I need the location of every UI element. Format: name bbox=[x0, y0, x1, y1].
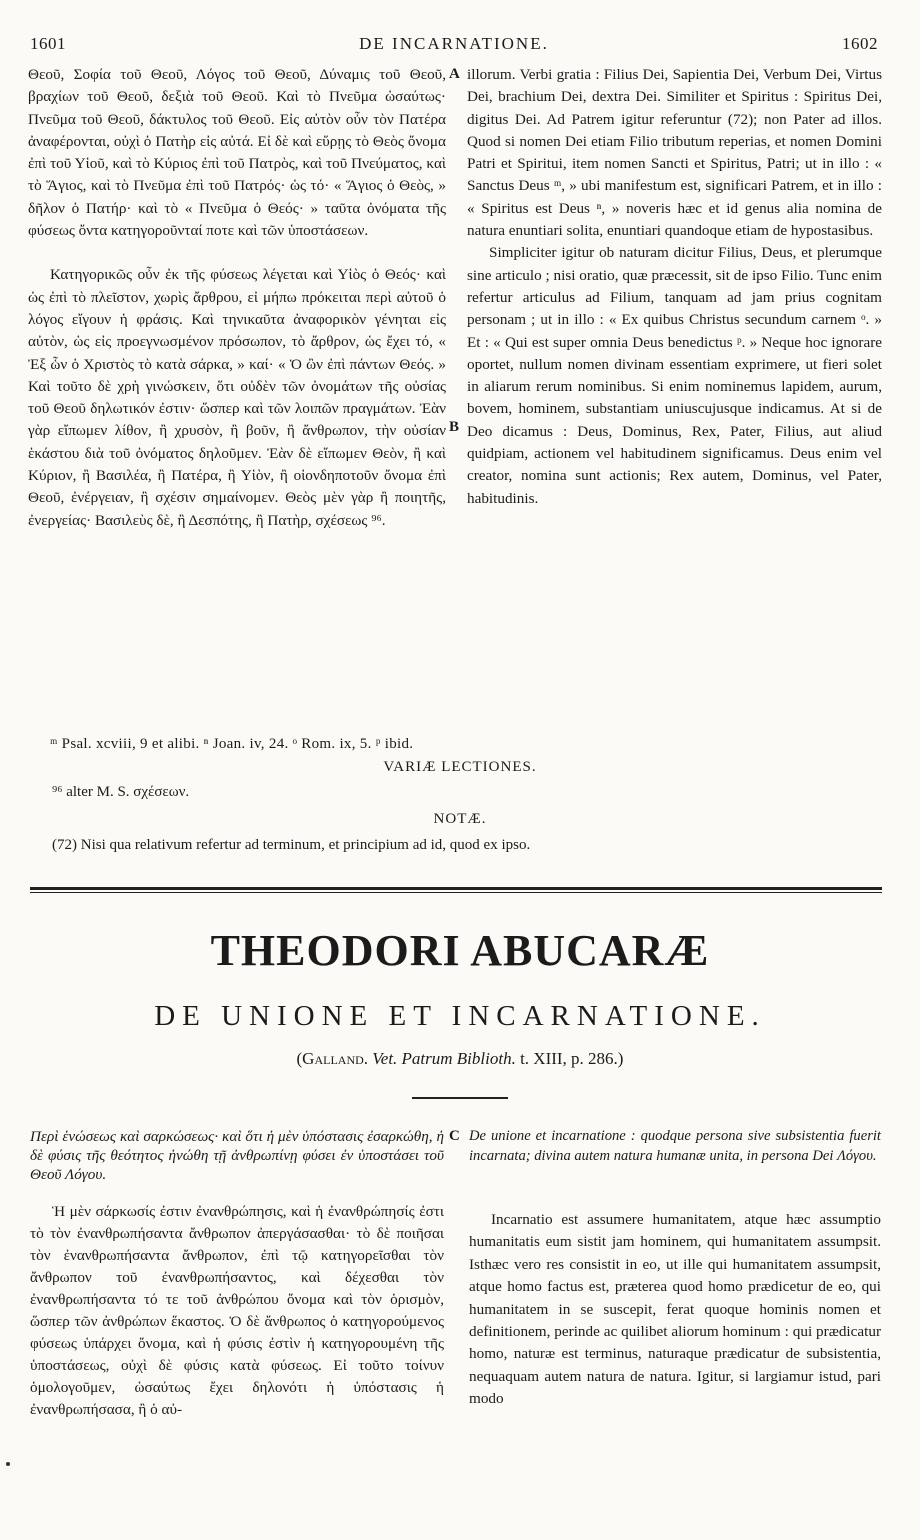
running-title: DE INCARNATIONE. bbox=[359, 34, 549, 53]
latin-column-upper bbox=[467, 64, 882, 510]
greek-paragraph-1: Θεοῦ, Σοφία τοῦ Θεοῦ, Λόγος τοῦ Θεοῦ, Δύναμις τοῦ Θεοῦ, βραχίων τοῦ Θεοῦ, δεξιὰ τοῦ Θεοῦ. Καὶ τὸ Πνεῦμα ὡσαύτως· Πνεῦμα τοῦ Θεοῦ, δάκτυλος τοῦ Θεοῦ. Εἰς αὐτὸν οὖν τὸν Πατέρα ἀναφέρονται, οὐχὶ ὁ Πατὴρ εἰς αὐτά. Εἰ δὲ καὶ εὕρῃς τὸ Θεὸς ὄνομα ἐπὶ τοῦ Υἱοῦ, καὶ τὸ Κύριος ἐπὶ τοῦ Πατρὸς, καὶ τοῦ Πνεύματος, καὶ τὸ Ἅγιος, καὶ τὸ Πνεῦμα ἐπὶ τοῦ Πατρός· ὡς τό· « Ἅγιος ὁ Θεὸς, » δῆλον ὁ Πατήρ· καὶ τὸ « Πνεῦμα ὁ Θεός· » ταῦτα ὀνόματα τῆς φύσεως ὄντα κατηγοροῦνταί ποτε καὶ τῶν ὑποστάσεων. bbox=[28, 66, 446, 240]
running-header bbox=[30, 34, 878, 58]
page-number-right: 1602 bbox=[842, 34, 878, 53]
latin-column-lower bbox=[469, 1209, 881, 1411]
greek-paragraph-2: Κατηγορικῶς οὖν ἐκ τῆς φύσεως λέγεται καὶ Υἱὸς ὁ Θεός· καὶ ὡς ἐπὶ τὸ πλεῖστον, χωρὶς ἄρθρου, εἰ μήπω πρόκειται περὶ αὐτοῦ ὁ λόγος εἴγουν ἡ φράσις. Καὶ τηνικαῦτα ἀναφορικὸν γένηται εἰς αὐτὸν, ὡς εἰς προεγνωσμένον πρόσωπον, τὸ ἄρθρον, ὡς ἔχει τό, « Ἐξ ὧν ὁ Χριστὸς τὸ κατὰ σάρκα, » καί· « Ὁ ὢν ἐπὶ πάντων Θεός. » Καὶ τοῦτο δὲ χρὴ γινώσκειν, ὅτι οὐδὲν τῶν ὀνομάτων τῆς οὐσίας τοῦ Θεοῦ δηλωτικόν ἐστιν· ὥσπερ καὶ τῶν λοιπῶν πραγμάτων. Ἐὰν γὰρ εἴπωμεν λίθον, ἢ χρυσὸν, ἢ βοῦν, ἢ ἄνθρωπον, τὴν οὐσίαν ἑκάστου διὰ τοῦ ὀνόματος δηλοῦμεν. Ἐὰν δὲ εἴπωμεν Θεὸν, ἢ καὶ Κύριον, ἢ Βασιλέα, ἢ Πατέρα, ἢ Υἱὸν, ἢ οἱονδηποτοῦν ὄνομα ἐπὶ Θεοῦ, ἐνέργειαν, ἢ σχέσιν σημαίνομεν. Θεὸς μὲν γὰρ ἢ ποιητῆς, ἐνεργείας· Βασιλεὺς δὲ, ἢ Δεσπότης, ἢ Πατὴρ, σχέσεως ⁹⁶. bbox=[28, 266, 446, 529]
short-rule bbox=[412, 1097, 508, 1099]
greek-column-lower bbox=[30, 1201, 444, 1421]
source-volume: t. XIII, p. 286.) bbox=[520, 1049, 624, 1068]
section-rule-thick bbox=[30, 887, 882, 890]
greek-column-upper bbox=[28, 64, 446, 532]
greek-paragraph-3: Ἡ μὲν σάρκωσίς ἐστιν ἐνανθρώπησις, καὶ ἡ ἐνανθρώπησίς ἐστι τὸ τὸν ἐνανθρωπήσαντα ἄνθρωπον ἀπεργάσασθαι· τὸ δὲ ποιῆσαι τὸν ἐνανθρωπήσαντα ἄνθρωπον, ἐπὶ τῷ κατηγορεῖσθαι τὸν ἄνθρωπον τοῦ ἐνανθρωπήσαντος, καὶ δέχεσθαι τὸν ἐνανθρωπήσαντα τό τε τοῦ ἀνθρώπου ὄνομα καὶ τὸν ὁρισμὸν, ὥσπερ τῶν ἀνθρώπων ἕκαστος. Ὁ δὲ ἄνθρωπος ὁ κατηγορούμενος φύσεως ὑπάρχει ὄνομα, καὶ ἡ φύσις ἐστὶν ἡ κατηγορουμένη τῆς ὑποστάσεως, οὐχὶ δὲ φύσις κατὰ φύσεως. Εἰ τοῦτο τοίνυν ὁμολογοῦμεν, ὡσαύτως ἔχει δηλονότι ἡ ὑπόστασις ἡ ἐνανθρωπήσασα, ἢ ὁ αὐ- bbox=[30, 1203, 444, 1418]
margin-letter-a: A bbox=[449, 66, 460, 82]
latin-paragraph-2: Simpliciter igitur ob naturam dicitur Filius, Deus, et plerumque sine articulo ; nisi oratio, quæ præcessit, sit de ipso Filio. Tunc enim refertur articulus ad Filium, tanquam ad jam prius cognitam personam ; ut in illo : « Ex quibus Christus secundum carnem ᵒ. » Et : « Qui est super omnia Deus benedictus ᵖ. » Neque hoc ignorare oportet, nullum nomen divinam essentiam exprimere, ut fieri solet in aliarum rerum nominibus. Si enim nominemus lapidem, aurum, bovem, hominem, substantiam uniuscujusque indicamus. At si de Deo dicamus : Deus, Dominus, Rex, Pater, Filius, aut aliud quidpiam, actionem vel habitudinem significamus. Deus enim vel creator, nomina sunt actionis; Rex autem, Dominus, vel Pater, habitudinis. bbox=[467, 244, 882, 507]
source-citation bbox=[0, 1049, 920, 1069]
notae-text: (72) Nisi qua relativum refertur ad terminum, et principium ad id, quod ex ipso. bbox=[52, 837, 531, 853]
source-open: ( bbox=[296, 1049, 303, 1068]
work-subtitle: DE UNIONE ET INCARNATIONE. bbox=[154, 1000, 766, 1032]
notae-heading: NOTÆ. bbox=[433, 811, 487, 827]
margin-letter-c: C bbox=[449, 1128, 460, 1144]
section-rule-thin bbox=[30, 892, 882, 893]
margin-dot bbox=[6, 1462, 10, 1466]
source-author: Galland. bbox=[302, 1049, 369, 1068]
source-title: Vet. Patrum Biblioth. bbox=[372, 1049, 516, 1068]
page-number-left: 1601 bbox=[30, 34, 66, 53]
work-title: THEODORI ABUCARÆ bbox=[210, 926, 710, 975]
scripture-references: ᵐ Psal. xcviii, 9 et alibi. ⁿ Joan. iv, 24. ᵒ Rom. ix, 5. ᵖ ibid. bbox=[50, 736, 414, 752]
margin-letter-b: B bbox=[449, 419, 460, 435]
latin-chapter-summary: De unione et incarnatione : quodque persona sive subsistentia fuerit incarnata; divina autem natura humanæ unita, in persona Dei Λόγου. bbox=[469, 1128, 881, 1164]
latin-paragraph-3: Incarnatio est assumere humanitatem, atque hæc assumptio humanitatis eum sistit jam hominem, qui humanitatem assumpsit. Isthæc vero res consistit in eo, ut ille qui humanitatem assumpsit, atque homo factus est, præterea quod homo prædicetur de eo, qui humanitatem in se suscepit, ferat quoque hominis nomen et definitionem, perinde ac quilibet aliorum hominum : qui prædicatur homo, naturæ est terminus, naturaque prædicatur de subsistentia, nequaquam autem natura de natura. Igitur, si largiamur istud, pari modo bbox=[469, 1211, 881, 1408]
greek-chapter-summary: Περὶ ἑνώσεως καὶ σαρκώσεως· καὶ ὅτι ἡ μὲν ὑπόστασις ἐσαρκώθη, ἡ δὲ φύσις τῆς θεότητος ἡνώθη τῇ ἀνθρωπίνῃ φύσει ἐν ὑποστάσει τοῦ Θεοῦ Λόγου. bbox=[30, 1128, 444, 1184]
variae-lectiones-heading: VARIÆ LECTIONES. bbox=[383, 759, 537, 775]
variae-lectiones-text: ⁹⁶ alter M. S. σχέσεων. bbox=[52, 784, 190, 800]
latin-paragraph-1: illorum. Verbi gratia : Filius Dei, Sapientia Dei, Verbum Dei, Virtus Dei, brachium Dei, dextra Dei. Similiter et Spiritus : Spiritus Dei, digitus Dei. Ad Patrem igitur referuntur (72); non Pater ad illos. Quod si nomen Dei etiam Filio tributum reperias, et nomen Domini Patri et Spiritui, item nomen Sancti et Spiritus, Patri; ut in illo : « Sanctus Deus ᵐ, » ubi manifestum est, significari Patrem, et in illo : « Spiritus est Deus ⁿ, » noveris hæc et id genus alia nomina de natura enuntiari solita, enuntiari quandoque etiam de hypostasibus. bbox=[467, 66, 882, 240]
